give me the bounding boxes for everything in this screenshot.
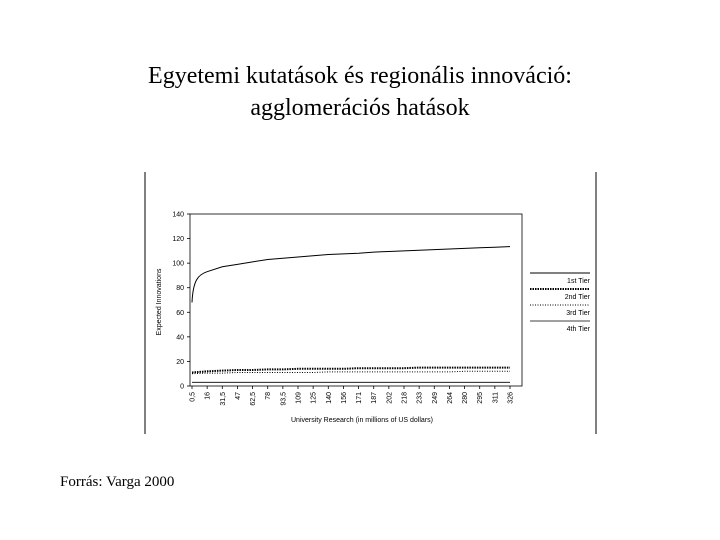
x-tick-label: 249 <box>431 392 439 404</box>
slide-title-line-1: Egyetemi kutatások és regionális innováció: <box>148 63 572 89</box>
x-tick-label: 109 <box>295 392 303 404</box>
source-note: Forrás: Varga 2000 <box>60 474 175 490</box>
x-tick-label: 326 <box>507 392 515 404</box>
x-tick-label: 218 <box>401 392 409 404</box>
x-tick-label: 62,5 <box>250 392 258 406</box>
chart-container <box>142 172 598 434</box>
legend-label-4: 4th Tier <box>566 326 590 333</box>
x-tick-label: 140 <box>325 392 333 404</box>
x-tick-label: 295 <box>477 392 485 404</box>
y-tick-label: 20 <box>176 358 184 366</box>
x-tick-label: 0,5 <box>189 392 197 402</box>
y-tick-label: 80 <box>176 285 184 293</box>
x-tick-label: 233 <box>416 392 424 404</box>
y-tick-label: 100 <box>172 260 184 268</box>
plot-area <box>190 214 522 386</box>
x-tick-label: 311 <box>492 392 500 404</box>
x-tick-label: 280 <box>462 392 470 404</box>
legend-label-2: 2nd Tier <box>564 294 590 301</box>
y-tick-label: 0 <box>180 383 184 391</box>
series-line-3 <box>192 371 510 373</box>
x-tick-label: 78 <box>265 392 273 400</box>
x-tick-label: 125 <box>310 392 318 404</box>
x-axis-label: University Research (in millions of US dollars) <box>291 417 433 424</box>
y-tick-label: 140 <box>172 211 184 219</box>
series-line-1 <box>192 247 510 303</box>
legend-label-1: 1st Tier <box>567 278 590 285</box>
y-tick-label: 40 <box>176 334 184 342</box>
x-tick-label: 47 <box>234 392 242 400</box>
x-tick-label: 31,5 <box>219 392 227 406</box>
x-tick-label: 202 <box>386 392 394 404</box>
y-axis-label: Expected Innovations <box>156 268 163 336</box>
x-tick-label: 16 <box>204 392 212 400</box>
innovation-chart <box>142 172 598 434</box>
slide-title-line-2: agglomerációs hatások <box>250 95 470 121</box>
x-tick-label: 171 <box>356 392 364 404</box>
x-tick-label: 156 <box>340 392 348 404</box>
x-tick-label: 93,5 <box>280 392 288 406</box>
slide-title <box>60 60 660 124</box>
y-tick-label: 120 <box>172 236 184 244</box>
y-tick-label: 60 <box>176 309 184 317</box>
legend-label-3: 3rd Tier <box>566 310 590 317</box>
x-tick-label: 264 <box>446 392 454 404</box>
x-tick-label: 187 <box>371 392 379 404</box>
